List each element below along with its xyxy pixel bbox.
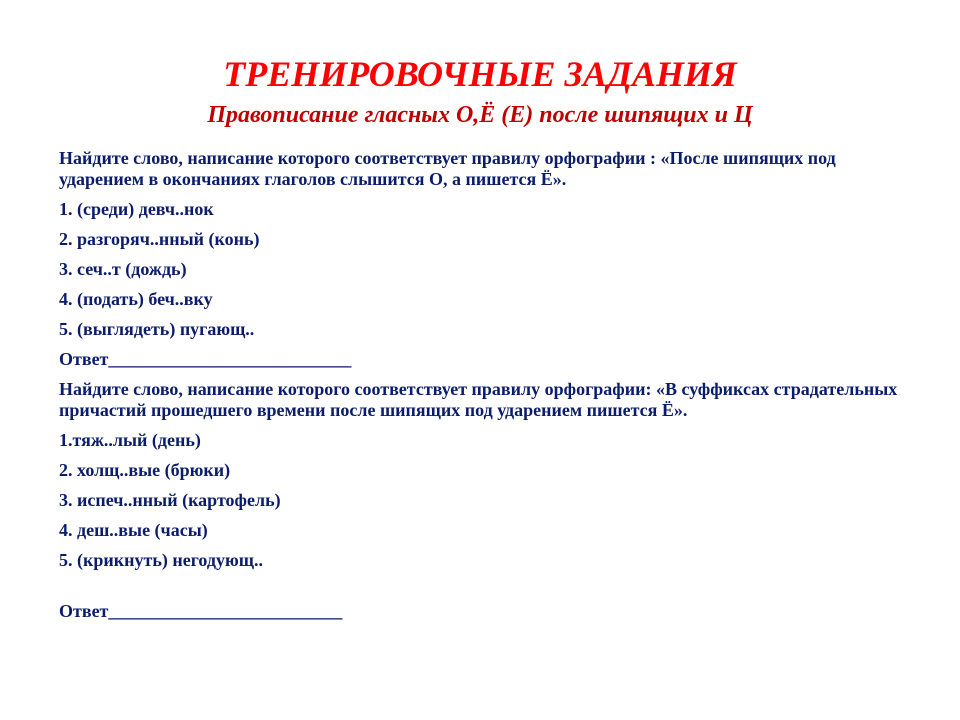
- task1-instruction: Найдите слово, написание которого соответствует правилу орфографии : «После шипящих под ударением в окончаниях глаголов слышится О, а пишется Ё».: [59, 148, 836, 189]
- slide-subtitle: Правописание гласных О,Ё (Е) после шипящих и Ц: [207, 102, 753, 128]
- task2-instruction: Найдите слово, написание которого соответствует правилу орфографии: «В суффиксах страдательных причастий прошедшего времени после шипящих под ударением пишется Ё».: [59, 379, 898, 420]
- slide-title: ТРЕНИРОВОЧНЫЕ ЗАДАНИЯ: [223, 54, 737, 94]
- task1-option-1: 1. (среди) девч..нок: [59, 199, 214, 219]
- task2-answer-line: Ответ__________________________: [59, 601, 343, 621]
- task2-option-1: 1.тяж..лый (день): [59, 430, 201, 450]
- task2-option-4: 4. деш..вые (часы): [59, 520, 208, 540]
- task1-option-4: 4. (подать) беч..вку: [59, 289, 213, 309]
- task1-option-2: 2. разгоряч..нный (конь): [59, 229, 260, 249]
- slide-body: [59, 148, 919, 631]
- task2-option-5: 5. (крикнуть) негодующ..: [59, 550, 263, 570]
- task1-answer-line: Ответ___________________________: [59, 349, 352, 369]
- task2-option-2: 2. холщ..вые (брюки): [59, 460, 231, 480]
- task2-option-3: 3. испеч..нный (картофель): [59, 490, 281, 510]
- task1-option-5: 5. (выглядеть) пугающ..: [59, 319, 255, 339]
- task1-option-3: 3. сеч..т (дождь): [59, 259, 187, 279]
